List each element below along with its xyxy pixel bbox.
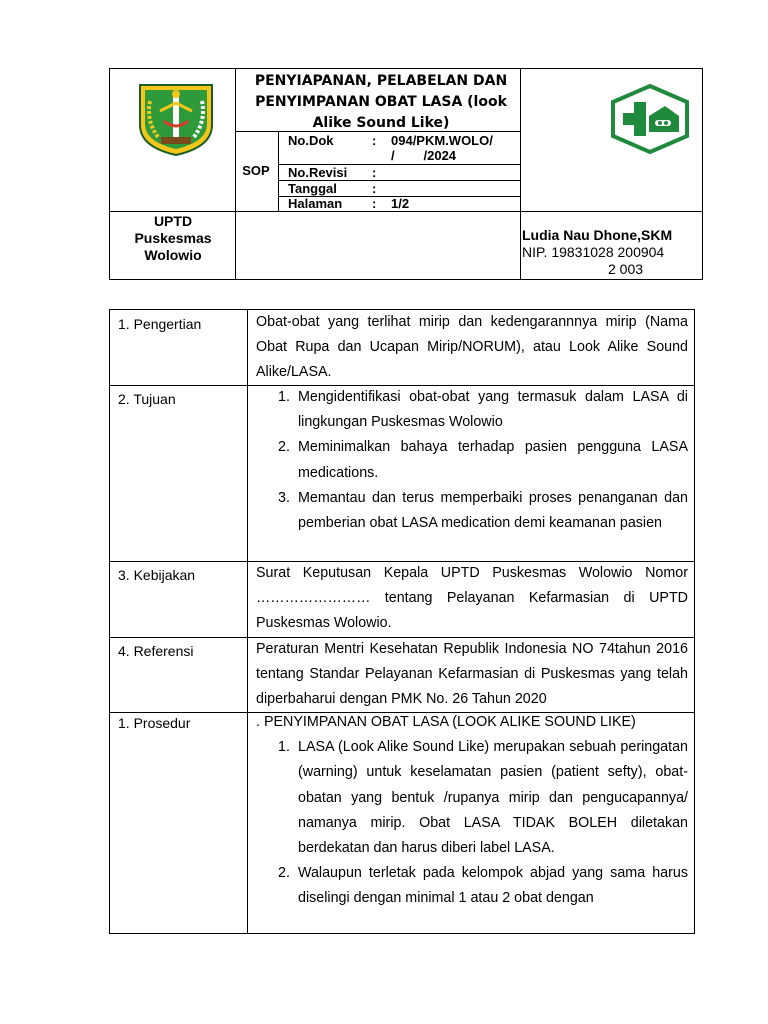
revision-sep: : — [372, 165, 377, 180]
unit-line-3: Wolowio — [144, 247, 202, 263]
revision-key: No.Revisi — [288, 165, 348, 180]
section-referensi — [110, 637, 694, 713]
kebijakan-text: Surat Keputusan Kepala UPTD Puskesmas Wolowio Nomor …………………… tentang Pelayanan Kefarmasian di UPTD Puskesmas Wolowio. — [256, 565, 688, 632]
section-label: 2. Tujuan — [118, 391, 176, 407]
sop-label: SOP — [242, 163, 270, 178]
section-text — [256, 637, 688, 713]
list-item: 3. Memantau dan terus memperbaiki proses penanganan dan pemberian obat LASA medication demi keamanan pasien — [278, 489, 688, 532]
regency-emblem-logo — [136, 81, 216, 157]
section-label: 1. Prosedur — [118, 715, 191, 731]
section-label: 1. Pengertian — [118, 316, 202, 332]
section-prosedur — [110, 712, 694, 934]
page-key: Halaman — [288, 196, 343, 211]
section-tujuan — [110, 385, 694, 562]
document-title: PENYIAPANAN, PELABELAN DAN PENYIMPANAN OBAT LASA (look Alike Sound Like) — [254, 73, 508, 131]
signer-nip-cont: 2 003 — [608, 261, 644, 277]
section-text — [256, 310, 688, 386]
doc-number-value-2: / /2024 — [391, 148, 457, 163]
date-sep: : — [372, 181, 377, 196]
list-item: 1. Mengidentifikasi obat-obat yang termasuk dalam LASA di lingkungan Puskesmas Wolowio — [278, 389, 688, 431]
section-text — [256, 561, 688, 637]
signer-nip: NIP. 19831028 200904 — [522, 244, 665, 260]
list-item: 1. LASA (Look Alike Sound Like) merupakan sebuah peringatan (warning) untuk keselamatan pasien (patient sefty), obat-obatan yang bentuk /rupanya mirip dan pengucapannya/ namanya mirip. Obat LASA TIDAK BOLEH diletakan berdekatan dan harus diberi label LASA. — [278, 739, 688, 857]
doc-number-key: No.Dok — [288, 133, 334, 148]
unit-name — [110, 213, 236, 264]
section-pengertian — [110, 310, 694, 386]
pengertian-text: Obat-obat yang terlihat mirip dan kedengarannnya mirip (Nama Obat Rupa dan Ucapan Mirip/NORUM), atau Look Alike Sound Alike/LASA. — [256, 314, 688, 381]
signer-block — [522, 227, 702, 278]
puskesmas-logo — [609, 84, 691, 154]
doc-number-sep: : — [372, 133, 377, 148]
referensi-text: Peraturan Mentri Kesehatan Republik Indonesia NO 74tahun 2016 tentang Standar Pelayanan Kefarmasian di Puskesmas yang telah diperbaharui dengan PMK No. 26 Tahun 2020 — [256, 641, 688, 708]
unit-line-1: UPTD — [153, 213, 193, 229]
doc-number-value: 094/PKM.WOLO/ — [391, 133, 493, 148]
page-sep: : — [372, 196, 377, 211]
prosedur-heading: . PENYIMPANAN OBAT LASA (LOOK ALIKE SOUND LIKE) — [256, 714, 636, 730]
signer-name: Ludia Nau Dhone,SKM — [522, 227, 673, 243]
page-value: 1/2 — [391, 196, 410, 211]
list-item: 2. Meminimalkan bahaya terhadap pasien pengguna LASA medications. — [278, 439, 688, 481]
section-kebijakan — [110, 561, 694, 638]
unit-line-2: Puskesmas — [134, 230, 212, 246]
section-list — [256, 385, 688, 536]
date-key: Tanggal — [288, 181, 337, 196]
list-item: 2. Walaupun terletak pada kelompok abjad yang sama harus diselingi dengan minimal 1 atau 2 obat dengan — [278, 865, 688, 907]
section-label: 3. Kebijakan — [118, 567, 196, 583]
section-label: 4. Referensi — [118, 643, 194, 659]
section-list — [256, 710, 688, 912]
procedure-table — [109, 309, 695, 934]
header-table — [109, 68, 703, 280]
